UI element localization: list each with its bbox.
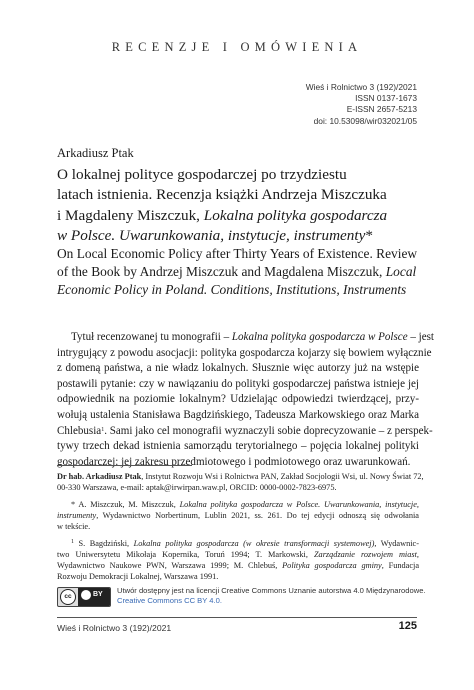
title-line: On Local Economic Policy after Thirty Years of Existence. Review — [57, 246, 418, 261]
article-title-polish — [57, 165, 427, 246]
section-header: RECENZJE I OMÓWIENIA — [111, 40, 363, 54]
cc-by-badge-icon[interactable] — [57, 587, 111, 607]
title-text: i Magdaleny Miszczuk, — [57, 206, 204, 224]
footnote-star[interactable]: * — [365, 226, 373, 244]
title-line: latach istnienia. Recenzja książki Andrzeja Miszczuka — [57, 186, 387, 204]
footnote-1-text: Rozwoju Demokracji Lokalnej, Warszawa 1991. — [57, 572, 219, 581]
footer-journal-issue: Wieś i Rolnictwo 3 (192)/2021 — [57, 623, 172, 633]
footnote-star-text: w tekście. — [57, 522, 91, 531]
person-icon — [81, 590, 91, 600]
issn: ISSN 0137-1673 — [355, 93, 417, 104]
footnote-star-text: * A. Miszczuk, M. Miszczuk, Lokalna polityka gospodarcza w Polsce. Uwarunkowania, instytucje, — [71, 500, 419, 509]
footnote-1-mark: 1 — [71, 539, 74, 545]
book-title: w Polsce. Uwarunkowania, instytucje, instrumenty — [57, 226, 366, 244]
book-title: Lokalna polityka gospodarcza — [203, 206, 388, 224]
body-line: postawili pytanie: czy w nawiązaniu do polityki gospodarczej państwa istnieje jej — [57, 377, 419, 390]
e-issn: E-ISSN 2657-5213 — [346, 104, 417, 115]
title-line — [57, 206, 427, 226]
book-title: Economic Policy in Poland. Conditions, Institutions, Instruments — [57, 282, 407, 297]
footnote-star-text: instrumenty, Wydawnictwo Norbertinum, Lublin 2021, ss. 261. Do tej edycji odnoszą się odwołania — [57, 511, 419, 520]
body-line: wołują ustalenia Stanisława Bagdzińskiego, Tadeusza Markowskiego oraz Marka — [57, 408, 419, 421]
title-line — [57, 226, 427, 246]
license-link[interactable]: Creative Commons CC BY 4.0. — [117, 596, 222, 605]
title-text: of the Book by Andrzej Miszczuk and Magdalena Miszczuk, — [57, 264, 386, 279]
license-text: Utwór dostępny jest na licencji Creative Commons Uznanie autorstwa 4.0 Międzynarodowe. — [117, 586, 426, 595]
body-line: z domeną państwa, a nie władz lokalnych. Słusznie więc autorzy już na wstępie — [57, 362, 419, 375]
body-line: tywy trzech dekad istnienia samorządu terytorialnego – pojęcia lokalnej polityki — [57, 440, 419, 453]
journal-meta — [306, 82, 417, 127]
cc-label: cc — [60, 589, 76, 605]
doi[interactable]: doi: 10.53098/wir032021/05 — [313, 115, 417, 126]
body-line: gospodarczej: jej zakresu przedmiotowego i podmiotowego oraz uwarunkowań. — [57, 455, 411, 468]
author-affiliation: Dr hab. Arkadiusz Ptak, Instytut Rozwoju Wsi i Rolnictwa PAN, Zakład Socjologii Wsi, ul. Nowy Świat 72, — [57, 472, 424, 481]
author-contact: 00-330 Warszawa, e-mail: aptak@irwirpan.waw.pl, ORCID: 0000-0002-7823-6975. — [57, 483, 337, 492]
page-number: 125 — [398, 620, 417, 632]
journal-issue: Wieś i Rolnictwo 3 (192)/2021 — [305, 82, 417, 92]
footnotes — [57, 471, 424, 582]
footnote-1-text: $^1$ S. Bagdziński, Lokalna polityka gospodarcza (w okresie transformacji systemowej), Wydawnic- — [71, 539, 419, 548]
title-line — [57, 281, 432, 299]
article-title-english — [57, 245, 432, 299]
footnote-separator — [57, 465, 192, 466]
title-line: O lokalnej polityce gospodarczej po trzydziestu — [57, 166, 347, 183]
title-line — [57, 263, 432, 281]
footnote-ref-1[interactable]: 1 — [101, 426, 105, 433]
footnote-1-text: Wydawnictwo Naukowe PWN, Warszawa 1999; M. Chlebuś, Polityka gospodarcza gminy, Fundacja — [57, 561, 420, 570]
footer-separator — [57, 617, 417, 618]
body-line: Chlebusia$^1$. Sami jako cel monografii wyznaczyli sobie doprecyzowanie – z perspek- — [57, 424, 433, 437]
body-line: intrygujący z powodu asocjacji: polityka gospodarcza kojarzy się bowiem wyłącznie — [57, 346, 432, 359]
book-title: Local — [385, 264, 417, 279]
author-name: Arkadiusz Ptak — [57, 146, 134, 160]
footnote-1-text: two Uniwersytetu Mikołaja Kopernika, Toruń 1994; T. Markowski, Zarządzanie rozwojem miast, — [57, 550, 419, 559]
body-line: Tytuł recenzowanej tu monografii – Lokalna polityka gospodarcza w Polsce – jest — [71, 331, 434, 343]
body-line: odpowiednik na poziomie lokalnym? Udzielając odpowiedzi twierdzącej, przy- — [57, 393, 419, 406]
by-label: BY — [93, 591, 103, 598]
body-paragraph — [57, 330, 434, 470]
